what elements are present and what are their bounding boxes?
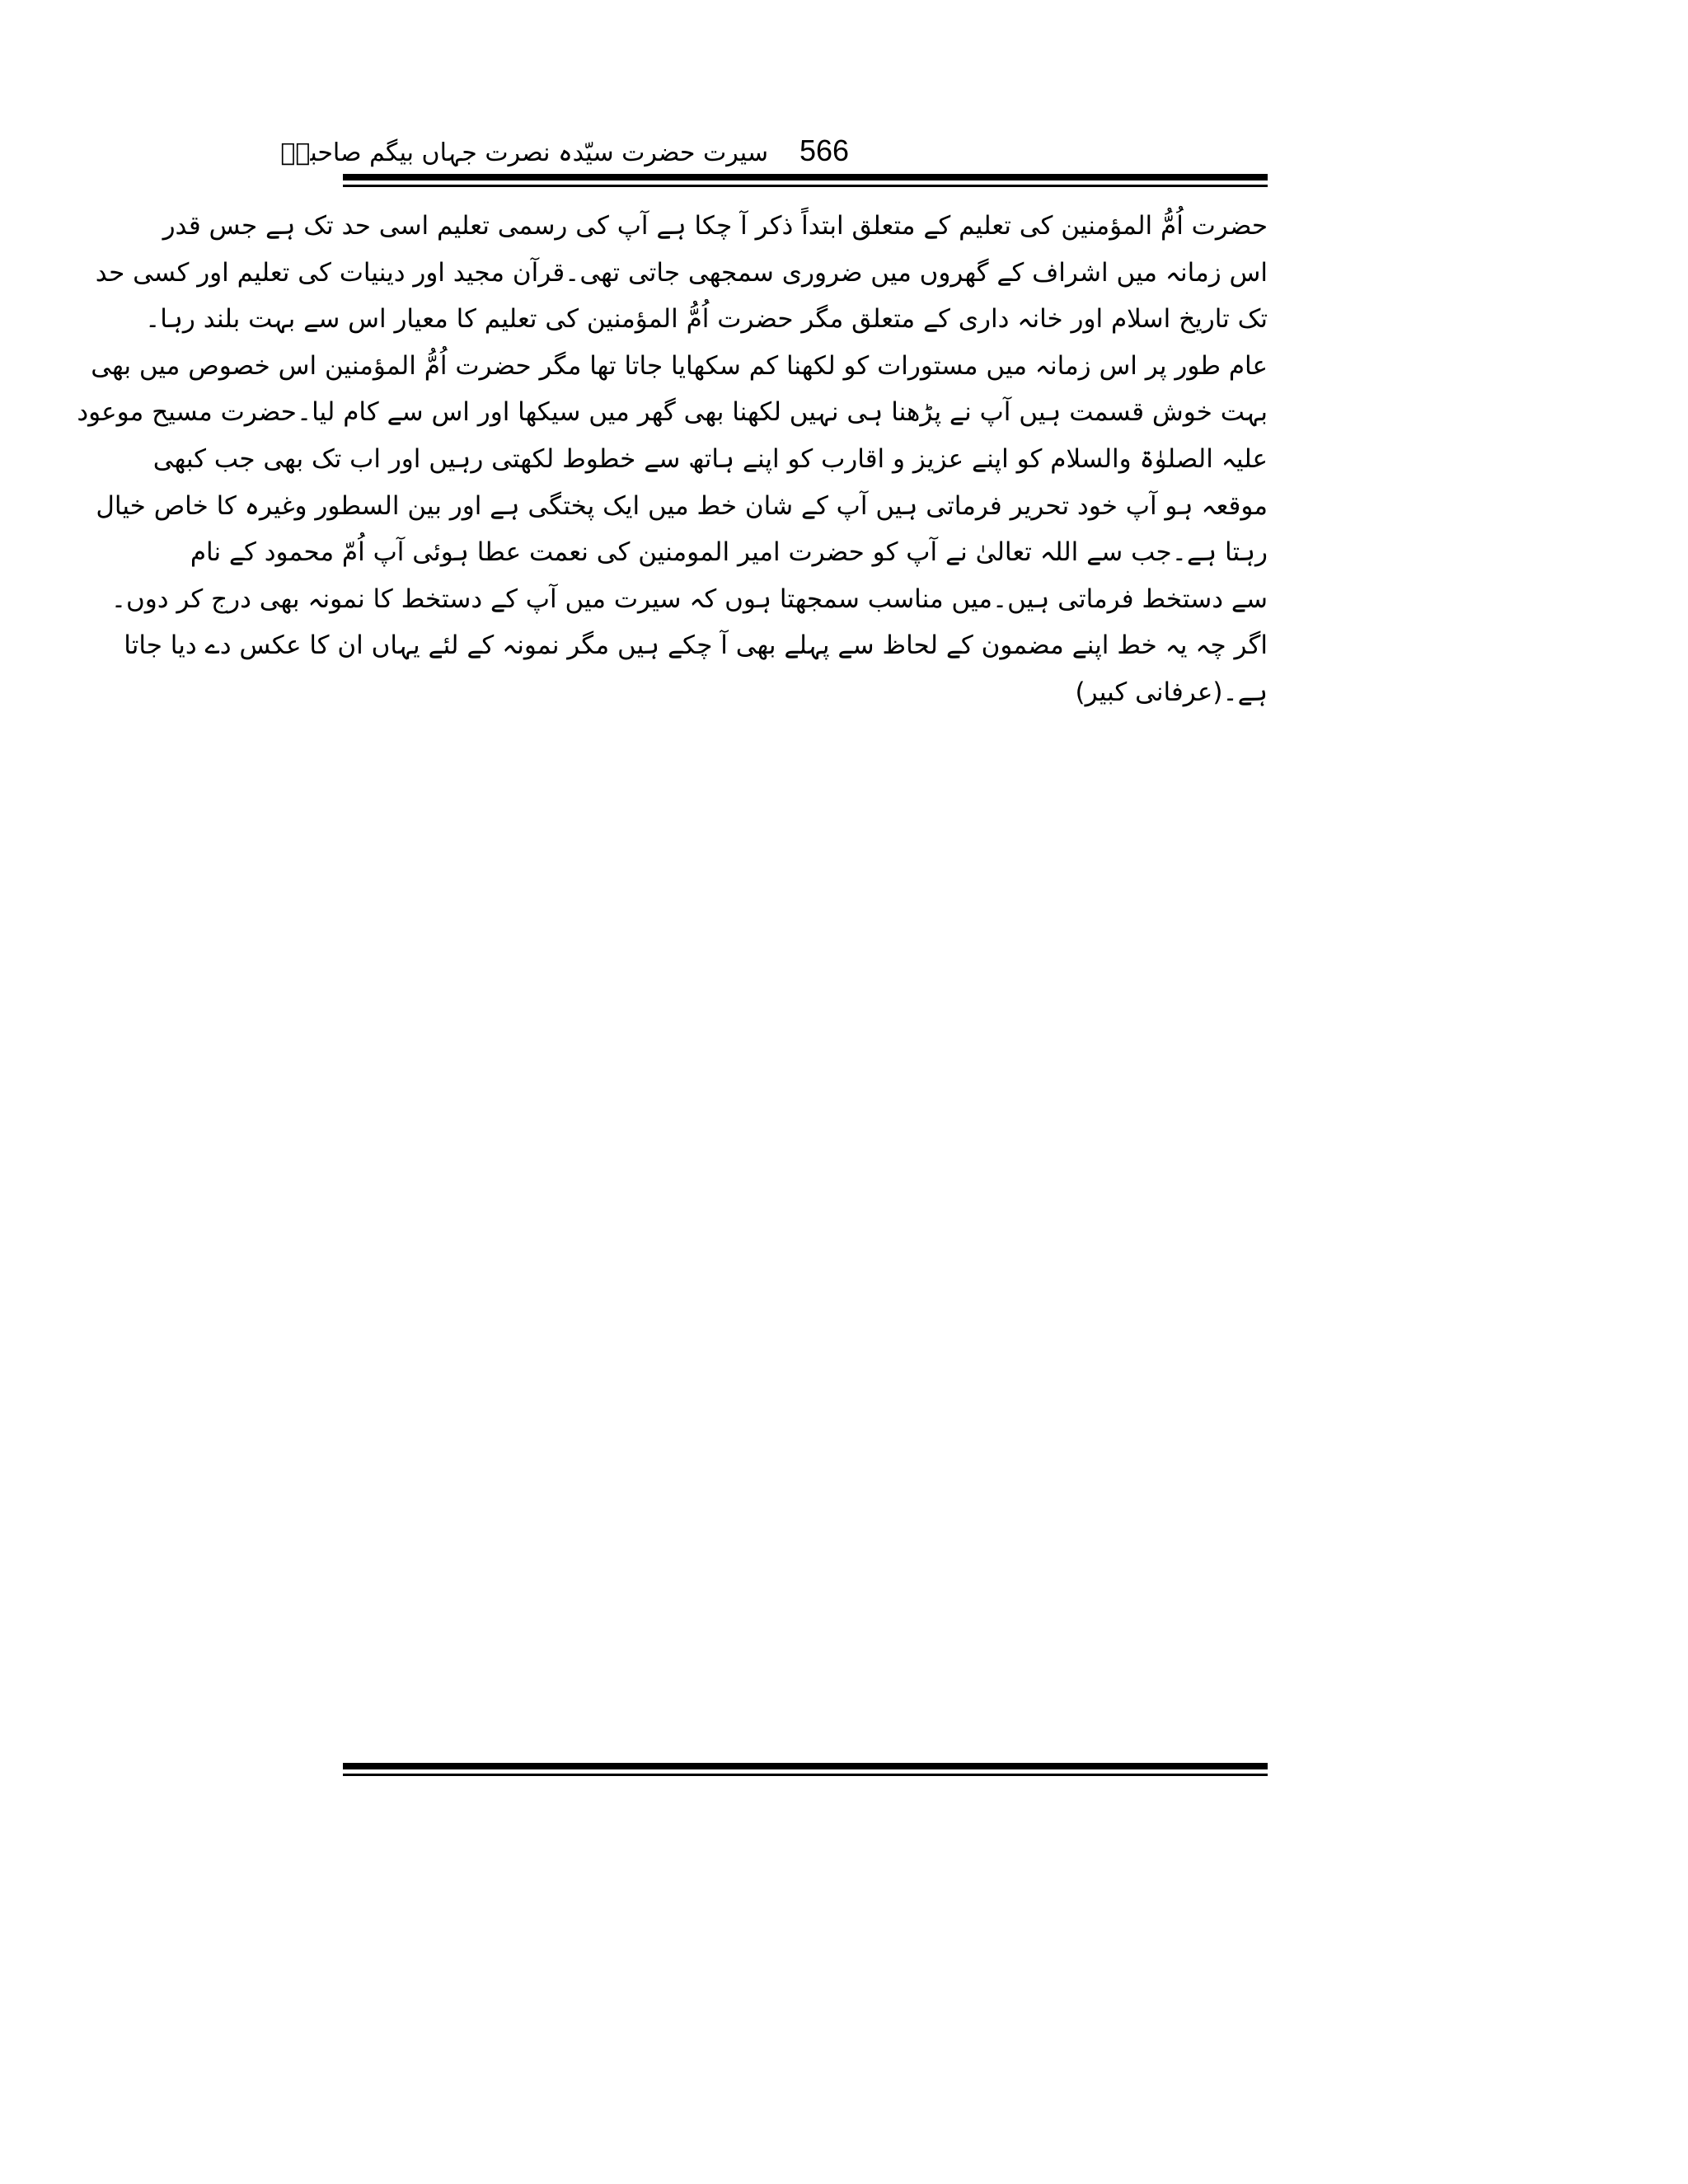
body-line: موقعہ ہو آپ خود تحریر فرماتی ہیں آپ کے شان خط میں ایک پختگی ہے اور بین السطور وغیرہ کا خاص خیال: [96, 490, 1268, 521]
body-line: بہت خوش قسمت ہیں آپ نے پڑھنا ہی نہیں لکھنا بھی گھر میں سیکھا اور اس سے کام لیا۔حضرت مسیح موعود: [77, 397, 1268, 428]
body-line: اس زمانہ میں اشراف کے گھروں میں ضروری سمجھی جاتی تھی۔قرآن مجید اور دینیات کی تعلیم اور کسی حد: [95, 257, 1268, 288]
body-line: سے دستخط فرماتی ہیں۔میں مناسب سمجھتا ہوں کہ سیرت میں آپ کے دستخط کا نمونہ بھی درج کر دوں۔: [110, 583, 1268, 614]
body-line: عام طور پر اس زمانہ میں مستورات کو لکھنا کم سکھایا جاتا تھا مگر حضرت اُمُّ المؤمنین اس خصوص میں بھی: [91, 350, 1268, 381]
body-paragraph: [77, 203, 1268, 716]
body-line: حضرت اُمُّ المؤمنین کی تعلیم کے متعلق ابتداً ذکر آ چکا ہے آپ کی رسمی تعلیم اسی حد تک ہے جس قدر: [162, 211, 1268, 241]
body-line: تک تاریخ اسلام اور خانہ داری کے متعلق مگر حضرت اُمُّ المؤمنین کی تعلیم کا معیار اس سے بہت بلند رہا۔: [145, 304, 1268, 335]
body-line: رہتا ہے۔جب سے اللہ تعالیٰ نے آپ کو حضرت امیر المومنین کی نعمت عطا ہوئی آپ اُمّ محمود کے نام: [190, 537, 1268, 568]
header-rule-thin: [343, 185, 1268, 187]
footer-rule-thick: [343, 1763, 1268, 1769]
body-line: اگر چہ یہ خط اپنے مضمون کے لحاظ سے پہلے بھی آ چکے ہیں مگر نمونہ کے لئے یہاں ان کا عکس دے دیا جاتا: [124, 630, 1268, 661]
footer-rule-thin: [343, 1774, 1268, 1776]
body-line: علیہ الصلوٰۃ والسلام کو اپنے عزیز و اقارب کو اپنے ہاتھ سے خطوط لکھتی رہیں اور اب تک بھی جب کبھی: [152, 443, 1268, 474]
page-number: 566: [799, 134, 850, 167]
running-header-title: سیرت حضرت سیّدہ نصرت جہاں بیگم صاحبہؓ: [280, 138, 768, 167]
body-line-last: ہے۔(عرفانی کبیر): [1075, 677, 1268, 707]
header-rule-thick: [343, 174, 1268, 180]
